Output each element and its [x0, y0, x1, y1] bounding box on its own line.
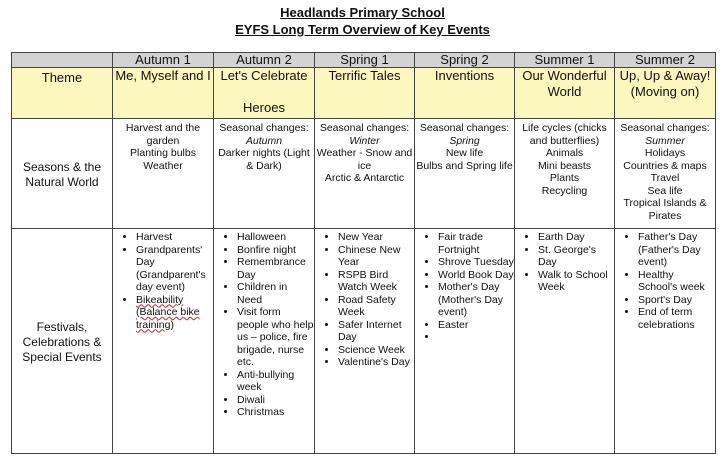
seasons-row-label: Seasons & the Natural World — [12, 119, 113, 229]
list-item: • Visit form people who help us – police, fire brigade, nurse etc. — [237, 306, 314, 369]
cell-line: Seasonal changes: — [319, 122, 410, 134]
overview-table — [11, 52, 716, 454]
cell-line: Seasonal changes: — [219, 122, 309, 134]
cell-line — [315, 135, 414, 148]
theme-autumn-2-line2: Heroes — [243, 100, 285, 115]
cell-line: Bulbs and Spring life — [416, 159, 513, 172]
col-header-autumn-1: Autumn 1 — [113, 53, 214, 68]
festivals-row-label: Festivals, Celebrations & Special Events — [12, 229, 113, 454]
festivals-cell-summer-1 — [515, 229, 615, 454]
festivals-cell-spring-2 — [415, 229, 515, 454]
cell-line: Weather — [143, 159, 183, 172]
event-list — [113, 231, 213, 331]
cell-line: Life cycles (chicks and butterflies) — [522, 122, 607, 147]
season-name: Winter — [349, 134, 380, 147]
list-item: • Harvest — [136, 231, 213, 244]
season-name: Summer — [645, 134, 685, 147]
cell-line: New life — [445, 147, 484, 159]
document-header — [0, 0, 725, 38]
list-item: • Anti-bullying week — [237, 369, 314, 394]
list-item: • Bonfire night — [237, 244, 314, 257]
cell-line: Sea life — [647, 184, 683, 197]
seasons-cell-summer-2 — [615, 119, 716, 229]
cell-line: Arctic & Antarctic — [324, 172, 405, 184]
cell-line: Recycling — [541, 184, 588, 197]
list-item: • Mother's Day (Mother's Day event) — [438, 281, 514, 319]
list-item: • Safer Internet Day — [338, 319, 414, 344]
cell-line: Mini beasts — [537, 159, 592, 172]
season-name: Autumn — [245, 134, 283, 147]
col-header-spring-1: Spring 1 — [315, 53, 415, 68]
festivals-cell-spring-1 — [315, 229, 415, 454]
cell-line: Tropical Islands & Pirates — [623, 197, 707, 222]
festivals-cell-autumn-2 — [214, 229, 315, 454]
list-item: • Children in Need — [237, 281, 314, 306]
list-item: • Science Week — [338, 344, 414, 357]
cell-line: Weather - Snow and ice — [316, 147, 413, 172]
seasons-cell-spring-1 — [315, 119, 415, 229]
cell-line: Harvest and the garden — [125, 122, 201, 147]
list-item: • Bikeability (Balance bike training) — [136, 294, 213, 332]
list-item: • Valentine's Day — [338, 356, 414, 369]
school-title: Headlands Primary School — [280, 5, 445, 20]
seasons-cell-summer-1 — [515, 119, 615, 229]
cell-line: Plants — [549, 172, 580, 184]
festivals-cell-summer-2 — [615, 229, 716, 454]
list-item: • Grandparents' Day (Grandparent's day event) — [136, 244, 213, 294]
col-header-summer-2: Summer 2 — [615, 53, 716, 68]
event-list — [515, 231, 614, 294]
cell-line: Countries & maps — [623, 159, 707, 172]
list-item: • Halloween — [237, 231, 314, 244]
list-item: • Healthy School's week — [638, 269, 715, 294]
cell-line: Darker nights (Light & Dark) — [218, 147, 310, 172]
seasons-cell-spring-2 — [415, 119, 515, 229]
theme-cell-autumn-2 — [214, 68, 315, 119]
seasons-row — [12, 119, 716, 229]
list-item: • Remembrance Day — [237, 256, 314, 281]
event-list — [615, 231, 715, 331]
seasons-cell-autumn-1 — [113, 119, 214, 229]
list-item: • St. George's Day — [538, 244, 614, 269]
list-item — [438, 331, 514, 344]
list-item: • Walk to School Week — [538, 269, 614, 294]
festivals-row — [12, 229, 716, 454]
cell-line: Holidays — [644, 147, 686, 159]
theme-row — [12, 68, 716, 119]
cell-line — [214, 135, 314, 148]
list-item: • Diwali — [237, 394, 314, 407]
list-item: • Christmas — [237, 406, 314, 419]
theme-autumn-2-line1: Let's Celebrate — [220, 68, 308, 83]
list-item: • RSPB Bird Watch Week — [338, 269, 414, 294]
list-item: • Earth Day — [538, 231, 614, 244]
list-item: • End of term celebrations — [638, 306, 715, 331]
theme-cell-summer-2: Up, Up & Away! (Moving on) — [615, 68, 716, 119]
col-header-summer-1: Summer 1 — [515, 53, 615, 68]
festivals-cell-autumn-1 — [113, 229, 214, 454]
list-item: • Road Safety Week — [338, 294, 414, 319]
cell-line: Planting bulbs — [130, 147, 196, 159]
event-list — [415, 231, 514, 344]
col-header-autumn-2: Autumn 2 — [214, 53, 315, 68]
cell-line: Seasonal changes: — [620, 122, 710, 134]
cell-line — [615, 135, 715, 148]
season-name: Spring — [449, 134, 480, 147]
list-item: • Shrove Tuesday — [438, 256, 514, 269]
theme-cell-autumn-1: Me, Myself and I — [113, 68, 214, 119]
event-list — [214, 231, 314, 419]
theme-cell-summer-1: Our Wonderful World — [515, 68, 615, 119]
list-item: • Chinese New Year — [338, 244, 414, 269]
corner-cell — [12, 53, 113, 68]
theme-cell-spring-2: Inventions — [415, 68, 515, 119]
cell-line: Seasonal changes: — [419, 122, 510, 134]
seasons-cell-autumn-2 — [214, 119, 315, 229]
cell-line: Travel — [650, 172, 680, 184]
list-item: • New Year — [338, 231, 414, 244]
theme-cell-spring-1: Terrific Tales — [315, 68, 415, 119]
term-header-row — [12, 53, 716, 68]
list-item: • Fair trade Fortnight — [438, 231, 514, 256]
col-header-spring-2: Spring 2 — [415, 53, 515, 68]
list-item: • Easter — [438, 319, 514, 332]
theme-row-label: Theme — [12, 68, 113, 119]
list-item: • World Book Day — [438, 269, 514, 282]
list-item: • Father's Day (Father's Day event) — [638, 231, 715, 269]
cell-line: Animals — [545, 147, 584, 159]
overview-subtitle: EYFS Long Term Overview of Key Events — [235, 22, 490, 37]
cell-line — [415, 135, 514, 148]
event-list — [315, 231, 414, 369]
list-item: • Sport's Day — [638, 294, 715, 307]
